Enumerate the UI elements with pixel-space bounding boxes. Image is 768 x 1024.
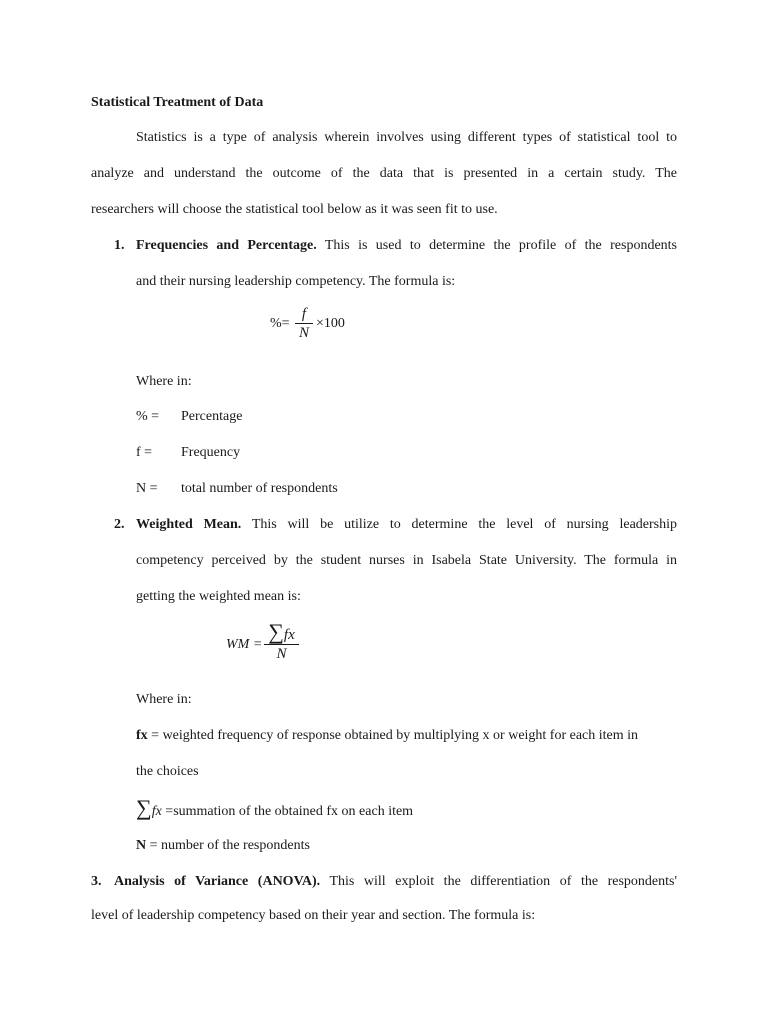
sigma-icon: ∑ — [136, 795, 152, 820]
item-2-line-1-text: This will be utilize to determine the level of nursing leadership — [251, 517, 677, 532]
fx-definition — [136, 726, 638, 746]
fx-symbol: fx — [136, 728, 148, 743]
intro-line-1: Statistics is a type of analysis wherein involves using different types of statistical tool to — [136, 130, 677, 145]
item-1-line-1-text: This is used to determine the profile of the respondents — [324, 238, 677, 253]
item-2-title: Weighted Mean. — [136, 517, 242, 532]
item-1-line-2: and their nursing leadership competency. The formula is: — [136, 274, 456, 289]
item-3-line-2: level of leadership competency based on their year and section. The formula is: — [91, 908, 536, 923]
item-3-number: 3. — [91, 874, 102, 889]
item-3-line-1-text: This will exploit the differentiation of the respondents' — [329, 874, 677, 889]
intro-line-3: researchers will choose the statistical tool below as it was seen fit to use. — [91, 202, 498, 217]
fx-definition-text: = weighted frequency of response obtained by multiplying x or weight for each item in — [151, 728, 639, 743]
intro-line-2: analyze and understand the outcome of the data that is presented in a certain study. The — [91, 166, 677, 181]
item-1-where-in: Where in: — [136, 374, 192, 389]
weighted-mean-numerator — [268, 619, 295, 644]
percentage-formula-rhs: ×100 — [316, 316, 345, 331]
def-desc-frequency: Frequency — [181, 445, 241, 460]
percentage-formula-lhs: %= — [270, 316, 290, 331]
percentage-denominator: N — [298, 325, 309, 341]
def-desc-total: total number of respondents — [181, 481, 338, 496]
weighted-mean-fraction — [264, 619, 299, 663]
percentage-fraction — [295, 305, 313, 342]
item-2-line-3: getting the weighted mean is: — [136, 589, 301, 604]
item-2-line-1 — [136, 515, 677, 535]
section-heading: Statistical Treatment of Data — [91, 95, 264, 110]
item-3-title: Analysis of Variance (ANOVA). — [114, 874, 321, 889]
weighted-mean-lhs: WM = — [226, 637, 263, 652]
sigma-icon: ∑ — [268, 619, 284, 644]
n-symbol: N — [136, 838, 147, 853]
def-desc-percent: Percentage — [181, 409, 243, 424]
n-definition — [136, 836, 310, 856]
sum-fx-definition — [136, 795, 414, 822]
item-2-number: 2. — [114, 517, 125, 532]
item-1-line-1 — [136, 236, 677, 256]
item-1-title: Frequencies and Percentage. — [136, 238, 317, 253]
item-2-where-in: Where in: — [136, 692, 192, 707]
percentage-numerator: f — [301, 306, 307, 322]
weighted-mean-numerator-fx: fx — [283, 627, 295, 643]
item-2-line-2: competency perceived by the student nurses in Isabela State University. The formula in — [136, 553, 677, 568]
item-3-line-1 — [114, 872, 677, 892]
weighted-mean-denominator: N — [276, 646, 287, 662]
item-1-number: 1. — [114, 238, 125, 253]
sum-fx-symbol: fx — [151, 804, 162, 819]
def-symbol-frequency: f = — [136, 445, 153, 460]
n-definition-text: = number of the respondents — [149, 838, 310, 853]
fx-definition-line-2: the choices — [136, 764, 199, 779]
sum-fx-text: =summation of the obtained fx on each item — [165, 804, 414, 819]
def-symbol-percent: % = — [136, 409, 160, 424]
def-symbol-total: N = — [136, 481, 158, 496]
